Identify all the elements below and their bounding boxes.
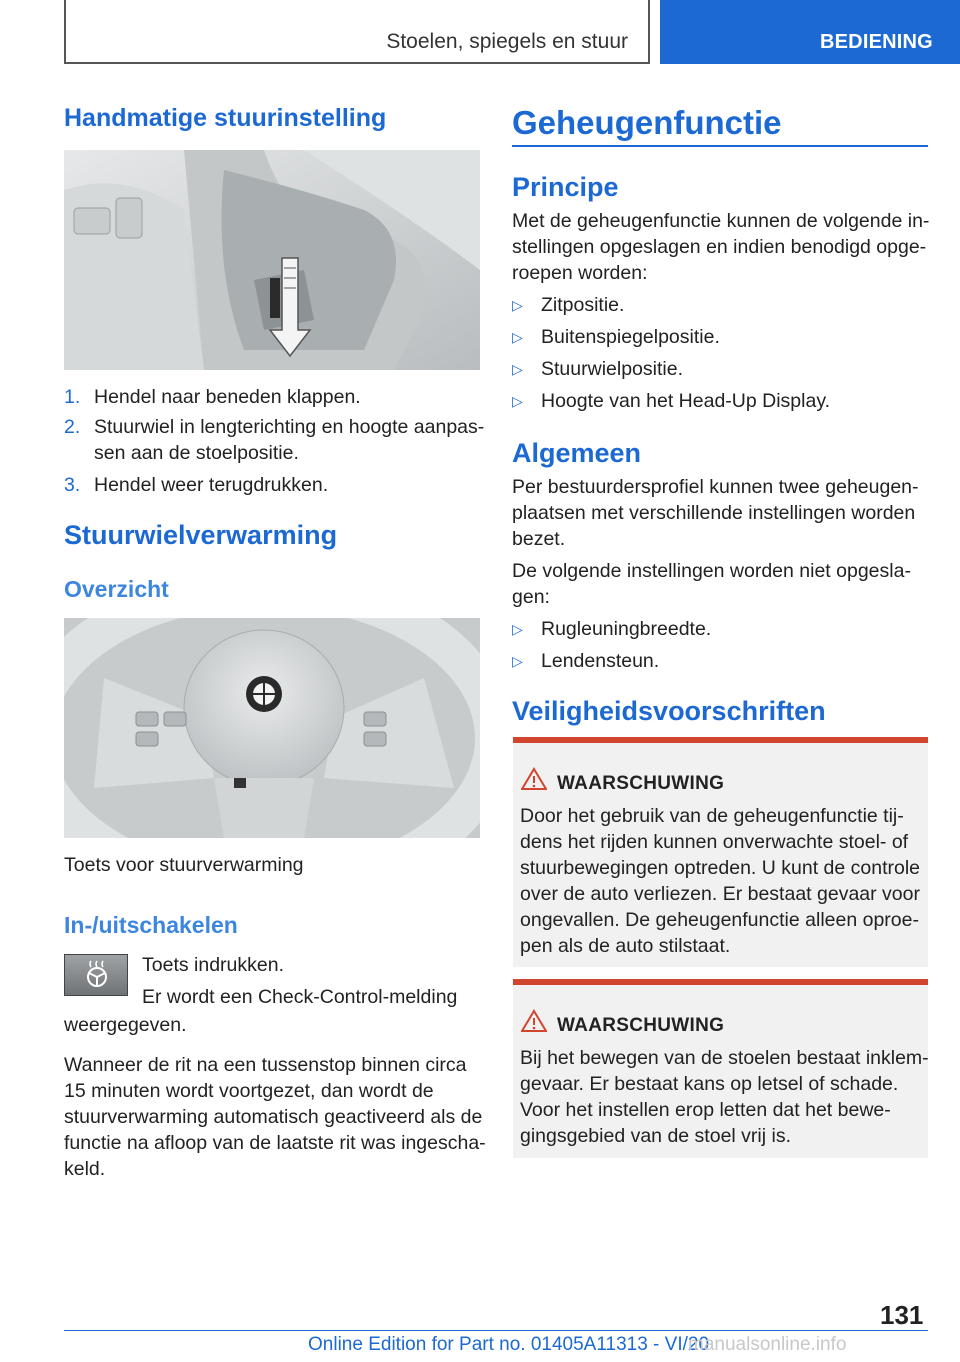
subtitle-general: Algemeen <box>512 438 642 468</box>
footer-watermark: manualsonline.info <box>688 1334 847 1355</box>
subtitle-principle: Principe <box>512 172 619 202</box>
general-paragraph: Per bestuurdersprofiel kunnen twee geheugen- plaatsen met verschillende instellingen worden bezet. <box>512 476 919 550</box>
principle-bullet-4: Hoogte van het Head-Up Display. <box>541 390 831 412</box>
bullet-icon: ▷ <box>512 393 523 409</box>
title-memory-function: Geheugenfunctie <box>512 104 782 141</box>
step-number-1: 1. <box>64 386 81 408</box>
subtitle-switch: In-/uitschakelen <box>64 912 238 938</box>
title-underline <box>512 145 928 147</box>
general-bullet-2: Lendensteun. <box>541 650 660 672</box>
bullet-icon: ▷ <box>512 653 523 669</box>
header-chapter-label: BEDIENING <box>820 31 933 53</box>
principle-paragraph: Met de geheugenfunctie kunnen de volgende in- stellingen opgeslagen en indien benodigd opge- roepen worden: <box>512 210 930 284</box>
auto-activation-paragraph: Wanneer de rit na een tussenstop binnen circa 15 minuten wordt voortgezet, dan wordt de stuurverwarming automatisch geactiveerd als de functie na afloop van de laatste rit was ingescha- keld. <box>64 1054 486 1180</box>
header-section-box <box>64 0 650 64</box>
step-text-1: Hendel naar beneden klappen. <box>94 386 361 408</box>
warning-triangle-icon <box>521 1009 547 1033</box>
footer-edition: Online Edition for Part no. 01405A11313 - VI/20 <box>308 1334 710 1355</box>
bullet-icon: ▷ <box>512 329 523 345</box>
caption-heating-button: Toets voor stuurverwarming <box>64 854 304 876</box>
title-manual-steering: Handmatige stuurinstelling <box>64 104 387 132</box>
page-number: 131 <box>880 1300 924 1330</box>
principle-bullet-3: Stuurwielpositie. <box>541 358 683 380</box>
general-paragraph-2: De volgende instellingen worden niet opgesla- gen: <box>512 560 911 608</box>
steering-lever-illustration <box>64 150 480 370</box>
warning-triangle-icon <box>521 767 547 791</box>
warning-title-2: WAARSCHUWING <box>557 1015 725 1036</box>
bullet-icon: ▷ <box>512 621 523 637</box>
bullet-icon: ▷ <box>512 297 523 313</box>
steering-wheel-illustration <box>64 618 480 838</box>
step-number-3: 3. <box>64 474 81 496</box>
title-steering-heating: Stuurwielverwarming <box>64 520 338 550</box>
general-bullet-1: Rugleuningbreedte. <box>541 618 712 640</box>
bullet-icon: ▷ <box>512 361 523 377</box>
header-chapter-tab[interactable] <box>660 0 960 64</box>
step-number-2: 2. <box>64 416 81 438</box>
subtitle-overview: Overzicht <box>64 576 169 602</box>
header-section-title: Stoelen, spiegels en stuur <box>386 30 628 53</box>
switch-instructions: Toets indrukken. Er wordt een Check-Control-melding <box>142 954 458 1008</box>
warning-text-1: Door het gebruik van de geheugenfunctie tij- dens het rijden kunnen onverwachte stoel- of stuurbewegingen optreden. U kunt de controle over de auto verliezen. Er bestaat gevaar voor ongevallen. De geheugenfunctie alleen oproe- pen als de auto stilstaat. <box>520 805 921 957</box>
footer-divider <box>64 1330 928 1331</box>
step-text-2: Stuurwiel in lengterichting en hoogte aanpas- sen aan de stoelpositie. <box>94 416 485 464</box>
title-safety: Veiligheidsvoorschriften <box>512 696 826 726</box>
warning-box-1 <box>513 737 928 967</box>
principle-bullet-1: Zitpositie. <box>541 294 625 316</box>
switch-instructions-cont: weergegeven. <box>64 1014 187 1036</box>
heating-button-icon <box>64 954 128 996</box>
warning-title-1: WAARSCHUWING <box>557 773 725 794</box>
step-text-3: Hendel weer terugdrukken. <box>94 474 329 496</box>
principle-bullet-2: Buitenspiegelpositie. <box>541 326 720 348</box>
warning-text-2: Bij het bewegen van de stoelen bestaat inklem- gevaar. Er bestaat kans op letsel of schade. Voor het instellen erop letten dat het bewe- gingsgebied van de stoel vrij is. <box>520 1047 929 1147</box>
warning-box-2 <box>513 979 928 1158</box>
